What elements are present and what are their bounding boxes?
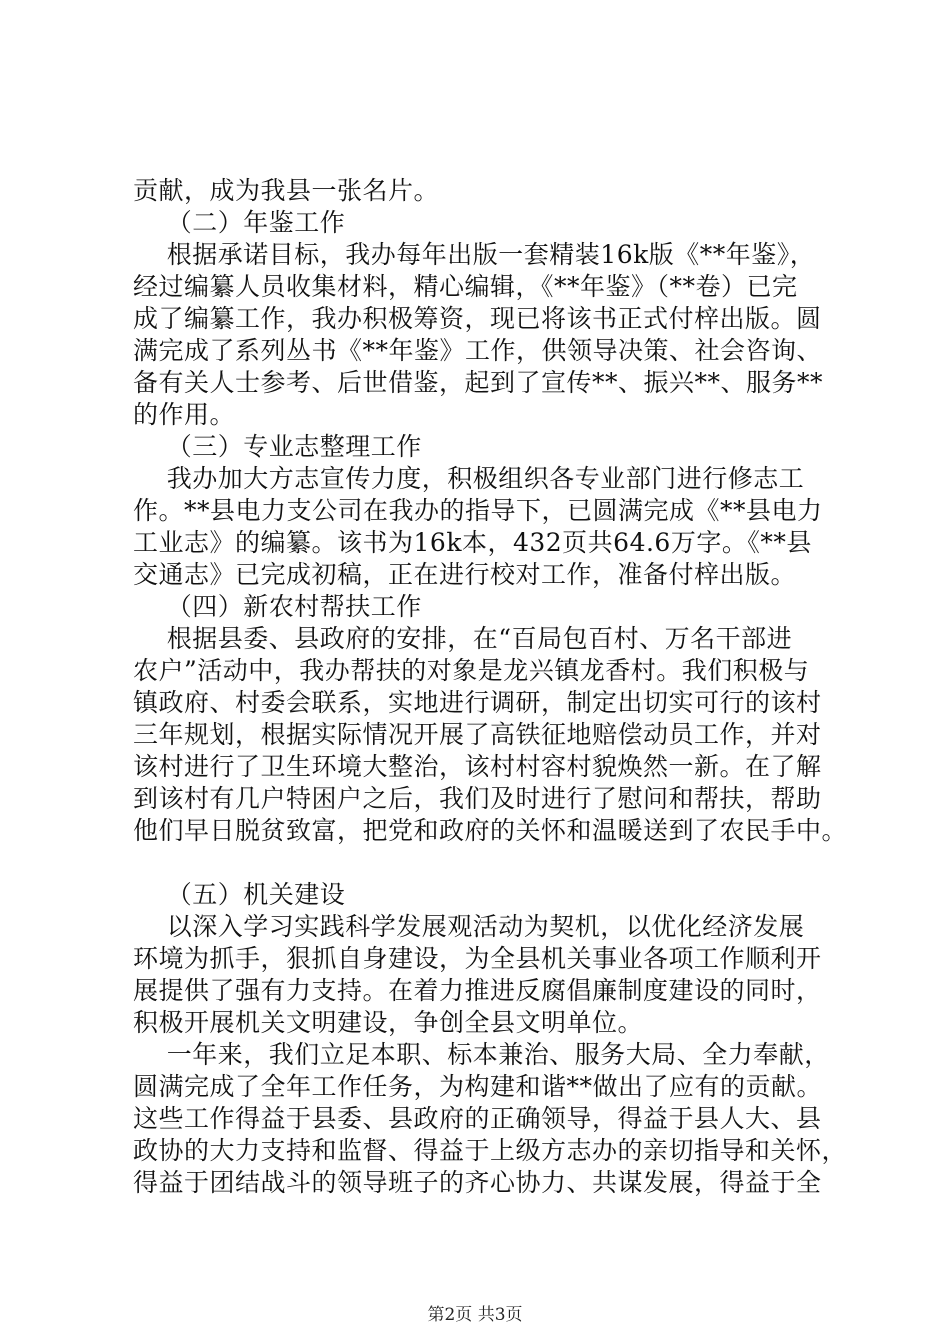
text-line: 该村进行了卫生环境大整治，该村村容村貌焕然一新。在了解 [133, 752, 822, 781]
page-number-footer: 第2页 共3页 [427, 1305, 523, 1325]
text-line: 成了编纂工作，我办积极筹资，现已将该书正式付梓出版。圆 [133, 304, 822, 333]
text-line: 镇政府、村委会联系，实地进行调研，制定出切实可行的该村 [133, 688, 822, 717]
text-line: 到该村有几户特困户之后，我们及时进行了慰问和帮扶，帮助 [133, 784, 822, 813]
text-line: 根据县委、县政府的安排，在“百局包百村、万名干部进 [133, 624, 793, 653]
text-line: 我办加大方志宣传力度，积极组织各专业部门进行修志工 [133, 464, 805, 493]
text-line: 贡献，成为我县一张名片。 [133, 176, 440, 205]
text-line: 他们早日脱贫致富，把党和政府的关怀和温暖送到了农民手中。 [133, 816, 848, 845]
text-line: 这些工作得益于县委、县政府的正确领导，得益于县人大、县 [133, 1104, 822, 1133]
text-line: 备有关人士参考、后世借鉴，起到了宣传**、振兴**、服务** [133, 368, 824, 397]
text-line: 以深入学习实践科学发展观活动为契机，以优化经济发展 [133, 912, 805, 941]
section-heading: （二）年鉴工作 [133, 208, 346, 237]
section-heading: （三）专业志整理工作 [133, 432, 422, 461]
section-heading: （五）机关建设 [133, 880, 346, 909]
text-line: 农户”活动中，我办帮扶的对象是龙兴镇龙香村。我们积极与 [133, 656, 810, 685]
section-heading: （四）新农村帮扶工作 [133, 592, 422, 621]
text-line: 政协的大力支持和监督、得益于上级方志办的亲切指导和关怀， [133, 1136, 848, 1165]
text-line: 工业志》的编纂。该书为16k本，432页共64.6万字。《**县 [133, 528, 812, 557]
text-line: 三年规划，根据实际情况开展了高铁征地赔偿动员工作，并对 [133, 720, 822, 749]
text-line: 的作用。 [133, 400, 236, 429]
text-line: 积极开展机关文明建设，争创全县文明单位。 [133, 1008, 644, 1037]
text-line: 经过编纂人员收集材料，精心编辑，《**年鉴》（**卷）已完 [133, 272, 798, 301]
text-line: 交通志》已完成初稿，正在进行校对工作，准备付梓出版。 [133, 560, 797, 589]
text-line: 展提供了强有力支持。在着力推进反腐倡廉制度建设的同时， [133, 976, 822, 1005]
text-line: 作。**县电力支公司在我办的指导下，已圆满完成《**县电力 [133, 496, 823, 525]
text-line: 环境为抓手，狠抓自身建设，为全县机关事业各项工作顺利开 [133, 944, 822, 973]
text-line: 圆满完成了全年工作任务，为构建和谐**做出了应有的贡献。 [133, 1072, 823, 1101]
text-line: 满完成了系列丛书《**年鉴》工作，供领导决策、社会咨询、 [133, 336, 823, 365]
text-line: 得益于团结战斗的领导班子的齐心协力、共谋发展，得益于全 [133, 1168, 822, 1197]
text-line: 根据承诺目标，我办每年出版一套精装16k版《**年鉴》， [133, 240, 816, 269]
text-line: 一年来，我们立足本职、标本兼治、服务大局、全力奉献， [133, 1040, 830, 1069]
